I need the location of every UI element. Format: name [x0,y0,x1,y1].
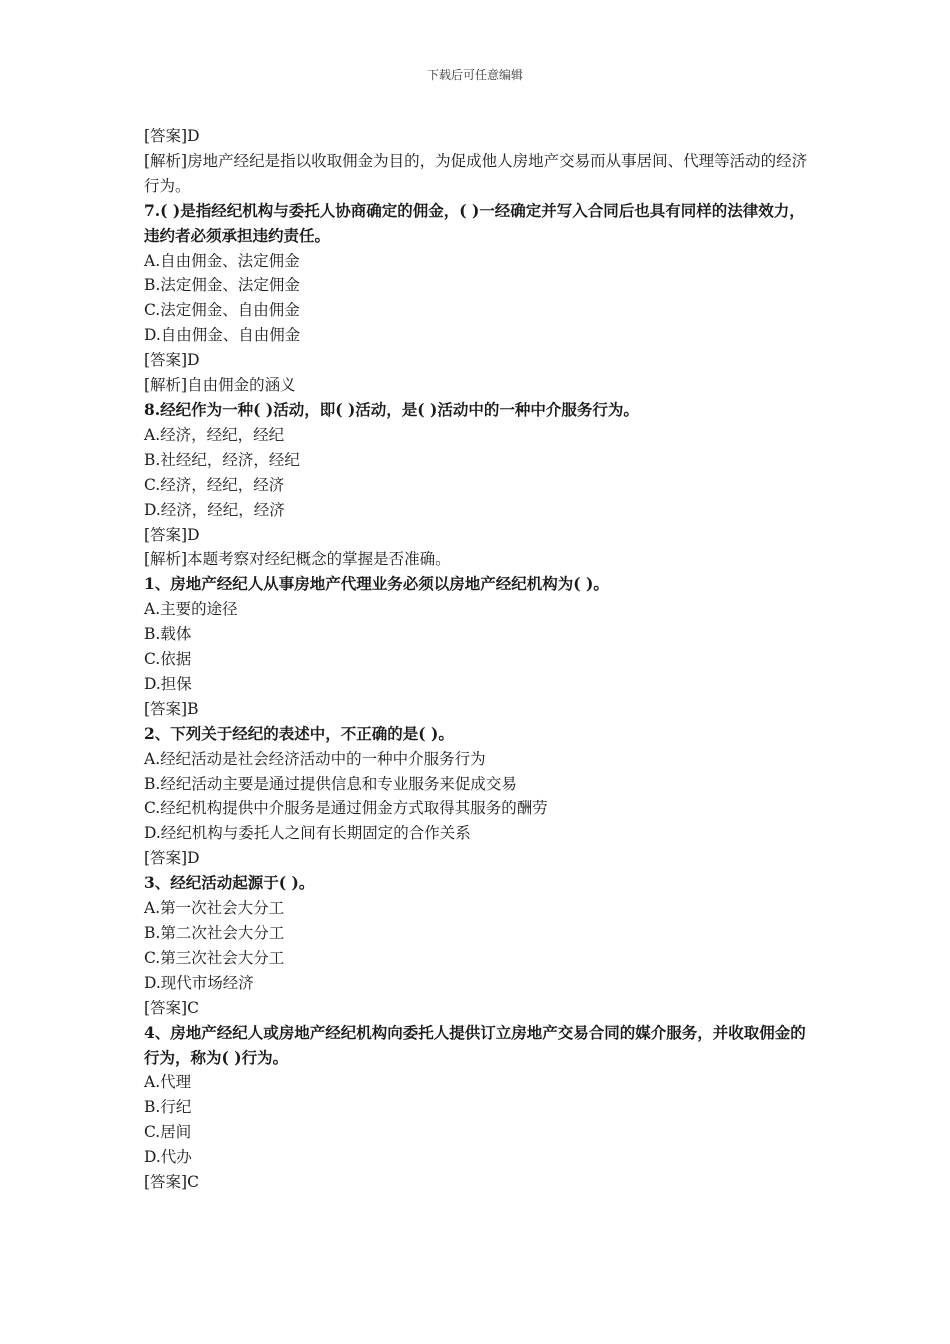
text-line: C.居间 [144,1123,192,1142]
text-line: B.载体 [144,625,192,644]
text-line: C.经纪机构提供中介服务是通过佣金方式取得其服务的酬劳 [144,799,548,818]
text-line: [答案]D [144,351,200,370]
page-header: 下载后可任意编辑 [426,68,523,82]
text-line: D.经纪机构与委托人之间有长期固定的合作关系 [144,824,471,843]
text-line: [解析]房地产经纪是指以收取佣金为目的，为促成他人房地产交易而从事居间、代理等活动的经济行为。 [144,151,808,195]
text-line: C.经济，经纪，经济 [144,475,285,494]
question-text: 2、下列关于经纪的表述中，不正确的是( )。 [144,723,454,743]
text-line: A.经济，经纪，经纪 [144,425,285,444]
text-line: B.经纪活动主要是通过提供信息和专业服务来促成交易 [144,774,517,793]
question-text: 3、经纪活动起源于( )。 [144,873,315,893]
text-line: B.第二次社会大分工 [144,924,285,942]
text-line: [答案]D [144,127,200,145]
question-text: 8.经纪作为一种( )活动，即( )活动，是( )活动中的一种中介服务行为。 [144,399,639,419]
text-line: [答案]B [144,699,199,718]
text-line: B.社经纪，经济，经纪 [144,450,300,469]
document-body [144,124,812,1195]
text-line: A.主要的途径 [144,600,238,619]
text-line: A.第一次社会大分工 [144,899,285,918]
text-line: C.第三次社会大分工 [144,948,285,967]
text-line: [答案]D [144,849,200,868]
text-line: D.自由佣金、自由佣金 [144,326,301,345]
text-line: C.依据 [144,650,192,669]
text-line: D.经济，经纪，经济 [144,500,285,519]
text-line: A.自由佣金、法定佣金 [144,251,300,270]
question-text: 7.( )是指经纪机构与委托人协商确定的佣金，( )一经确定并写入合同后也具有同样的法律效力，违约者必须承担违约责任。 [144,200,805,245]
question-text: 4、房地产经纪人或房地产经纪机构向委托人提供订立房地产交易合同的媒介服务，并收取佣金的行为，称为( )行为。 [144,1022,806,1067]
text-line: [答案]C [144,1173,199,1192]
text-line: D.代办 [144,1148,192,1167]
text-line: A.代理 [144,1073,192,1092]
text-line: D.担保 [144,674,192,693]
text-line: D.现代市场经济 [144,973,254,992]
text-line: [答案]C [144,998,199,1017]
text-line: B.法定佣金、法定佣金 [144,276,300,295]
text-line: [答案]D [144,525,200,544]
text-line: A.经纪活动是社会经济活动中的一种中介服务行为 [144,749,486,768]
text-line: C.法定佣金、自由佣金 [144,301,300,320]
text-line: [解析]自由佣金的涵义 [144,376,296,395]
text-line: [解析]本题考察对经纪概念的掌握是否准确。 [144,550,451,569]
text-line: B.行纪 [144,1098,192,1117]
question-text: 1、房地产经纪人从事房地产代理业务必须以房地产经纪机构为( )。 [144,574,609,594]
